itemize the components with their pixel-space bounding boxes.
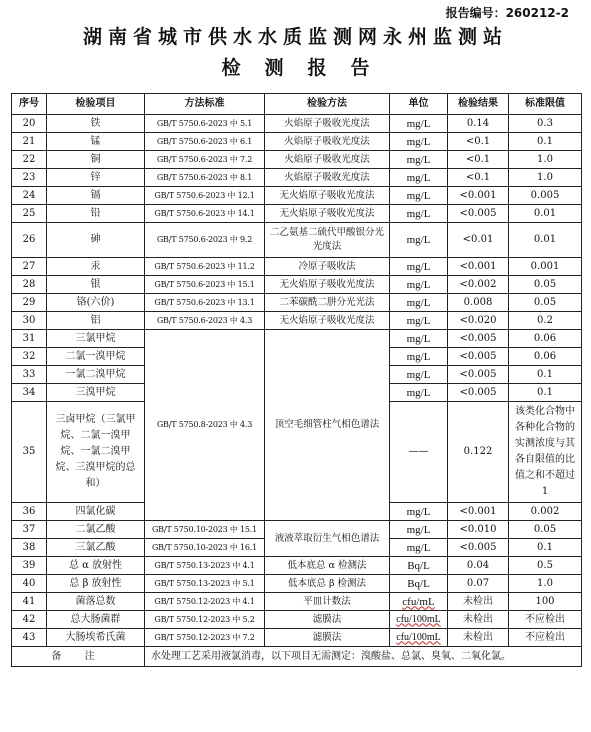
table-row xyxy=(12,575,582,593)
cell-no: 23 xyxy=(12,169,47,187)
cell-unit: mg/L xyxy=(390,539,448,557)
cell-method: 无火焰原子吸收光度法 xyxy=(265,187,390,205)
cell-item: 三卤甲烷（三氯甲烷、二氯一溴甲烷、一氯二溴甲烷、三溴甲烷的总和） xyxy=(47,402,145,503)
cell-limit: 0.005 xyxy=(509,187,582,205)
cell-limit: 0.2 xyxy=(509,312,582,330)
cell-item: 二氯一溴甲烷 xyxy=(47,348,145,366)
cell-no: 30 xyxy=(12,312,47,330)
table-row xyxy=(12,205,582,223)
cell-limit: 0.05 xyxy=(509,521,582,539)
table-row xyxy=(12,294,582,312)
cell-item: 四氯化碳 xyxy=(47,503,145,521)
cell-limit: 1.0 xyxy=(509,575,582,593)
cell-item: 三氯乙酸 xyxy=(47,539,145,557)
cell-result: 0.04 xyxy=(448,557,509,575)
table-row xyxy=(12,115,582,133)
cell-unit: mg/L xyxy=(390,223,448,258)
cell-unit: mg/L xyxy=(390,258,448,276)
cell-no: 43 xyxy=(12,629,47,647)
cell-method: 低本底总 β 检测法 xyxy=(265,575,390,593)
table-row xyxy=(12,557,582,575)
cell-std: GB/T 5750.6-2023 中 14.1 xyxy=(145,205,265,223)
cell-limit: 0.01 xyxy=(509,205,582,223)
cell-no: 38 xyxy=(12,539,47,557)
cell-method: 火焰原子吸收光度法 xyxy=(265,169,390,187)
cell-method: 滤膜法 xyxy=(265,611,390,629)
cell-no: 36 xyxy=(12,503,47,521)
cell-no: 40 xyxy=(12,575,47,593)
cell-result: <0.001 xyxy=(448,187,509,205)
cell-unit xyxy=(390,629,448,647)
cell-item: 菌落总数 xyxy=(47,593,145,611)
cell-method: 无火焰原子吸收光度法 xyxy=(265,312,390,330)
cell-result: 0.07 xyxy=(448,575,509,593)
cell-std: GB/T 5750.6-2023 中 9.2 xyxy=(145,223,265,258)
cell-item: 总大肠菌群 xyxy=(47,611,145,629)
cell-limit: 0.1 xyxy=(509,366,582,384)
header-method: 检验方法 xyxy=(265,94,390,115)
cell-no: 33 xyxy=(12,366,47,384)
cell-item: 铅 xyxy=(47,205,145,223)
unit-text: cfu/mL xyxy=(402,595,435,608)
cell-result: 未检出 xyxy=(448,629,509,647)
cell-method: 火焰原子吸收光度法 xyxy=(265,115,390,133)
cell-method: 滤膜法 xyxy=(265,629,390,647)
cell-result: <0.005 xyxy=(448,348,509,366)
table-row xyxy=(12,330,582,348)
header-result: 检验结果 xyxy=(448,94,509,115)
table-row xyxy=(12,169,582,187)
cell-method: 二苯碳酰二肼分光光法 xyxy=(265,294,390,312)
table-row xyxy=(12,187,582,205)
cell-method: 平皿计数法 xyxy=(265,593,390,611)
cell-limit: 0.06 xyxy=(509,330,582,348)
cell-unit xyxy=(390,593,448,611)
header-std: 方法标准 xyxy=(145,94,265,115)
cell-item: 一氯二溴甲烷 xyxy=(47,366,145,384)
table-row xyxy=(12,223,582,258)
cell-unit: mg/L xyxy=(390,330,448,348)
cell-result: <0.020 xyxy=(448,312,509,330)
cell-item: 总 α 放射性 xyxy=(47,557,145,575)
cell-limit: 0.1 xyxy=(509,539,582,557)
cell-item: 铝 xyxy=(47,312,145,330)
cell-limit: 0.5 xyxy=(509,557,582,575)
cell-no: 35 xyxy=(12,402,47,503)
cell-result: 未检出 xyxy=(448,593,509,611)
cell-result: <0.001 xyxy=(448,258,509,276)
header-limit: 标准限值 xyxy=(509,94,582,115)
cell-method: 火焰原子吸收光度法 xyxy=(265,151,390,169)
cell-result: 未检出 xyxy=(448,611,509,629)
cell-unit: mg/L xyxy=(390,503,448,521)
cell-no: 24 xyxy=(12,187,47,205)
cell-no: 26 xyxy=(12,223,47,258)
cell-item: 大肠埃希氏菌 xyxy=(47,629,145,647)
cell-limit: 1.0 xyxy=(509,169,582,187)
table-row xyxy=(12,611,582,629)
cell-std: GB/T 5750.10-2023 中 15.1 xyxy=(145,521,265,539)
cell-item: 二氯乙酸 xyxy=(47,521,145,539)
results-table xyxy=(11,93,582,667)
cell-limit: 0.002 xyxy=(509,503,582,521)
cell-std: GB/T 5750.6-2023 中 5.1 xyxy=(145,115,265,133)
cell-no: 27 xyxy=(12,258,47,276)
cell-result: <0.1 xyxy=(448,151,509,169)
unit-text: cfu/100mL xyxy=(396,631,441,643)
table-header-row xyxy=(12,94,582,115)
cell-limit: 不应检出 xyxy=(509,629,582,647)
remarks-row xyxy=(12,647,582,667)
cell-limit: 不应检出 xyxy=(509,611,582,629)
cell-result: 0.008 xyxy=(448,294,509,312)
cell-no: 34 xyxy=(12,384,47,402)
cell-item: 镉 xyxy=(47,187,145,205)
cell-limit: 0.1 xyxy=(509,384,582,402)
cell-limit: 0.01 xyxy=(509,223,582,258)
cell-item: 铬(六价) xyxy=(47,294,145,312)
table-row xyxy=(12,276,582,294)
cell-limit: 该类化合物中各种化合物的实测浓度与其各自限值的比值之和不超过 1 xyxy=(509,402,582,503)
cell-result: <0.005 xyxy=(448,366,509,384)
table-row xyxy=(12,629,582,647)
cell-no: 28 xyxy=(12,276,47,294)
cell-no: 41 xyxy=(12,593,47,611)
cell-std: GB/T 5750.12-2023 中 4.1 xyxy=(145,593,265,611)
cell-method: 低本底总 α 检测法 xyxy=(265,557,390,575)
table-row xyxy=(12,521,582,539)
cell-limit: 100 xyxy=(509,593,582,611)
cell-no: 29 xyxy=(12,294,47,312)
header-no: 序号 xyxy=(12,94,47,115)
cell-no: 32 xyxy=(12,348,47,366)
table-row xyxy=(12,258,582,276)
unit-text: cfu/100mL xyxy=(396,613,441,625)
cell-std: GB/T 5750.6-2023 中 7.2 xyxy=(145,151,265,169)
cell-no: 37 xyxy=(12,521,47,539)
cell-unit: mg/L xyxy=(390,294,448,312)
cell-item: 三氯甲烷 xyxy=(47,330,145,348)
cell-std: GB/T 5750.6-2023 中 13.1 xyxy=(145,294,265,312)
report-subtitle: 检测报告 xyxy=(221,57,394,79)
cell-item: 汞 xyxy=(47,258,145,276)
table-row xyxy=(12,151,582,169)
cell-unit: mg/L xyxy=(390,521,448,539)
header-item: 检验项目 xyxy=(47,94,145,115)
cell-std: GB/T 5750.6-2023 中 15.1 xyxy=(145,276,265,294)
cell-result: 0.14 xyxy=(448,115,509,133)
cell-no: 31 xyxy=(12,330,47,348)
cell-item: 总 β 放射性 xyxy=(47,575,145,593)
cell-std: GB/T 5750.13-2023 中 5.1 xyxy=(145,575,265,593)
remarks-label: 备 注 xyxy=(12,647,145,667)
cell-item: 砷 xyxy=(47,223,145,258)
cell-no: 22 xyxy=(12,151,47,169)
cell-result: <0.001 xyxy=(448,503,509,521)
cell-limit: 0.3 xyxy=(509,115,582,133)
cell-std: GB/T 5750.6-2023 中 11.2 xyxy=(145,258,265,276)
table-row xyxy=(12,593,582,611)
cell-std: GB/T 5750.6-2023 中 4.3 xyxy=(145,312,265,330)
cell-no: 42 xyxy=(12,611,47,629)
cell-std: GB/T 5750.13-2023 中 4.1 xyxy=(145,557,265,575)
cell-unit: mg/L xyxy=(390,276,448,294)
cell-item: 铜 xyxy=(47,151,145,169)
cell-result: <0.005 xyxy=(448,205,509,223)
cell-result: <0.1 xyxy=(448,133,509,151)
cell-result: <0.005 xyxy=(448,330,509,348)
cell-no: 21 xyxy=(12,133,47,151)
cell-item: 锌 xyxy=(47,169,145,187)
cell-result: <0.005 xyxy=(448,539,509,557)
cell-result: 0.122 xyxy=(448,402,509,503)
cell-std: GB/T 5750.6-2023 中 6.1 xyxy=(145,133,265,151)
cell-method: 火焰原子吸收光度法 xyxy=(265,133,390,151)
cell-method-merged: 液液萃取衍生气相色谱法 xyxy=(265,521,390,557)
cell-unit xyxy=(390,611,448,629)
cell-limit: 0.05 xyxy=(509,294,582,312)
cell-result: <0.01 xyxy=(448,223,509,258)
cell-std-merged: GB/T 5750.8-2023 中 4.3 xyxy=(145,330,265,521)
cell-limit: 0.06 xyxy=(509,348,582,366)
cell-result: <0.1 xyxy=(448,169,509,187)
cell-method: 无火焰原子吸收光度法 xyxy=(265,276,390,294)
table-row xyxy=(12,312,582,330)
cell-method-merged: 顶空毛细管柱气相色谱法 xyxy=(265,330,390,521)
cell-std: GB/T 5750.12-2023 中 7.2 xyxy=(145,629,265,647)
cell-method: 二乙氨基二硫代甲酸银分光光度法 xyxy=(265,223,390,258)
cell-result: <0.005 xyxy=(448,384,509,402)
cell-std: GB/T 5750.6-2023 中 12.1 xyxy=(145,187,265,205)
cell-std: GB/T 5750.12-2023 中 5.2 xyxy=(145,611,265,629)
cell-unit: mg/L xyxy=(390,115,448,133)
cell-limit: 0.1 xyxy=(509,133,582,151)
cell-unit: mg/L xyxy=(390,133,448,151)
cell-limit: 1.0 xyxy=(509,151,582,169)
cell-unit: mg/L xyxy=(390,205,448,223)
cell-unit: mg/L xyxy=(390,366,448,384)
cell-limit: 0.001 xyxy=(509,258,582,276)
cell-unit: Bq/L xyxy=(390,575,448,593)
cell-no: 39 xyxy=(12,557,47,575)
cell-no: 25 xyxy=(12,205,47,223)
cell-unit: mg/L xyxy=(390,187,448,205)
cell-limit: 0.05 xyxy=(509,276,582,294)
cell-unit: —— xyxy=(390,402,448,503)
cell-item: 三溴甲烷 xyxy=(47,384,145,402)
cell-unit: Bq/L xyxy=(390,557,448,575)
cell-no: 20 xyxy=(12,115,47,133)
cell-method: 冷原子吸收法 xyxy=(265,258,390,276)
cell-method: 无火焰原子吸收光度法 xyxy=(265,205,390,223)
header-unit: 单位 xyxy=(390,94,448,115)
cell-unit: mg/L xyxy=(390,348,448,366)
cell-std: GB/T 5750.10-2023 中 16.1 xyxy=(145,539,265,557)
cell-unit: mg/L xyxy=(390,312,448,330)
cell-unit: mg/L xyxy=(390,384,448,402)
cell-item: 铁 xyxy=(47,115,145,133)
cell-result: <0.010 xyxy=(448,521,509,539)
cell-unit: mg/L xyxy=(390,169,448,187)
report-number: 报告编号：260212-2 xyxy=(445,6,569,20)
cell-result: <0.002 xyxy=(448,276,509,294)
cell-unit: mg/L xyxy=(390,151,448,169)
remarks-text: 水处理工艺采用液氯消毒，以下项目无需测定：溴酸盐、总氯、臭氧、二氧化氯。 xyxy=(145,647,582,667)
report-title: 湖南省城市供水水质监测网永州监测站 xyxy=(82,26,508,48)
cell-std: GB/T 5750.6-2023 中 8.1 xyxy=(145,169,265,187)
table-row xyxy=(12,133,582,151)
cell-item: 银 xyxy=(47,276,145,294)
cell-item: 锰 xyxy=(47,133,145,151)
